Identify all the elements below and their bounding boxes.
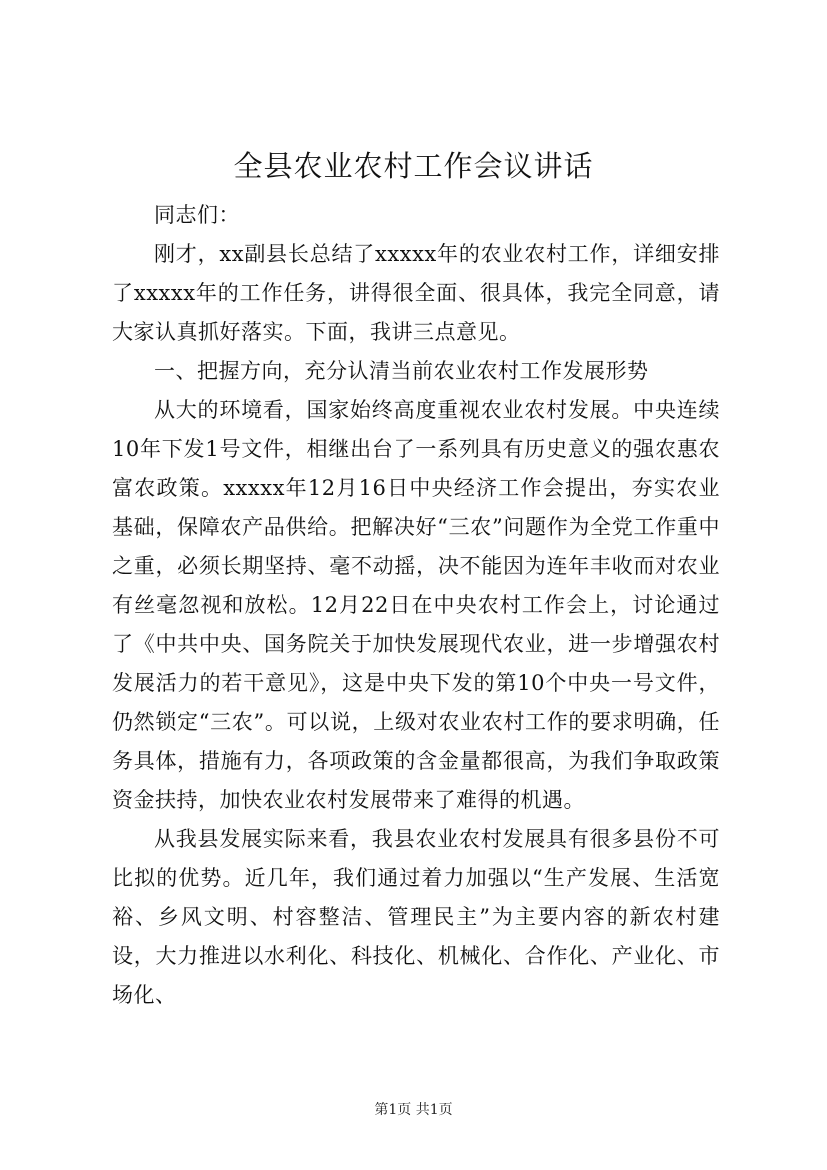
document-body — [112, 196, 720, 1015]
section-heading-1: 一、把握方向，充分认清当前农业农村工作发展形势 — [154, 359, 649, 383]
paragraph-county-context: 从我县发展实际来看，我县农业农村发展具有很多县份不可比拟的优势。近几年，我们通过着力加强以“生产发展、生活宽裕、乡风文明、村容整洁、管理民主”为主要内容的新农村建设，大力推进以水利化、科技化、机械化、合作化、产业化、市场化、 — [112, 827, 720, 1007]
paragraph-national-context: 从大的环境看，国家始终高度重视农业农村发展。中央连续10年下发1号文件，相继出台了一系列具有历史意义的强农惠农富农政策。xxxxx年12月16日中央经济工作会提出，夯实农业基础，保障农产品供给。把解决好“三农”问题作为全党工作重中之重，必须长期坚持、毫不动摇，决不能因为连年丰收而对农业有丝毫忽视和放松。12月22日在中央农村工作会上，讨论通过了《中共中央、国务院关于加快发展现代农业，进一步增强农村发展活力的若干意见》，这是中央下发的第10个中央一号文件，仍然锁定“三农”。可以说，上级对农业农村工作的要求明确，任务具体，措施有力，各项政策的含金量都很高，为我们争取政策资金扶持，加快农业农村发展带来了难得的机遇。 — [112, 398, 720, 812]
document-title: 全县农业农村工作会议讲话 — [233, 149, 594, 183]
paragraph-opening: 刚才，xx副县长总结了xxxxx年的农业农村工作，详细安排了xxxxx年的工作任务，讲得很全面、很具体，我完全同意，请大家认真抓好落实。下面，我讲三点意见。 — [112, 242, 720, 344]
page-footer: 第1页 共1页 — [374, 1102, 453, 1118]
salutation: 同志们： — [154, 203, 240, 227]
